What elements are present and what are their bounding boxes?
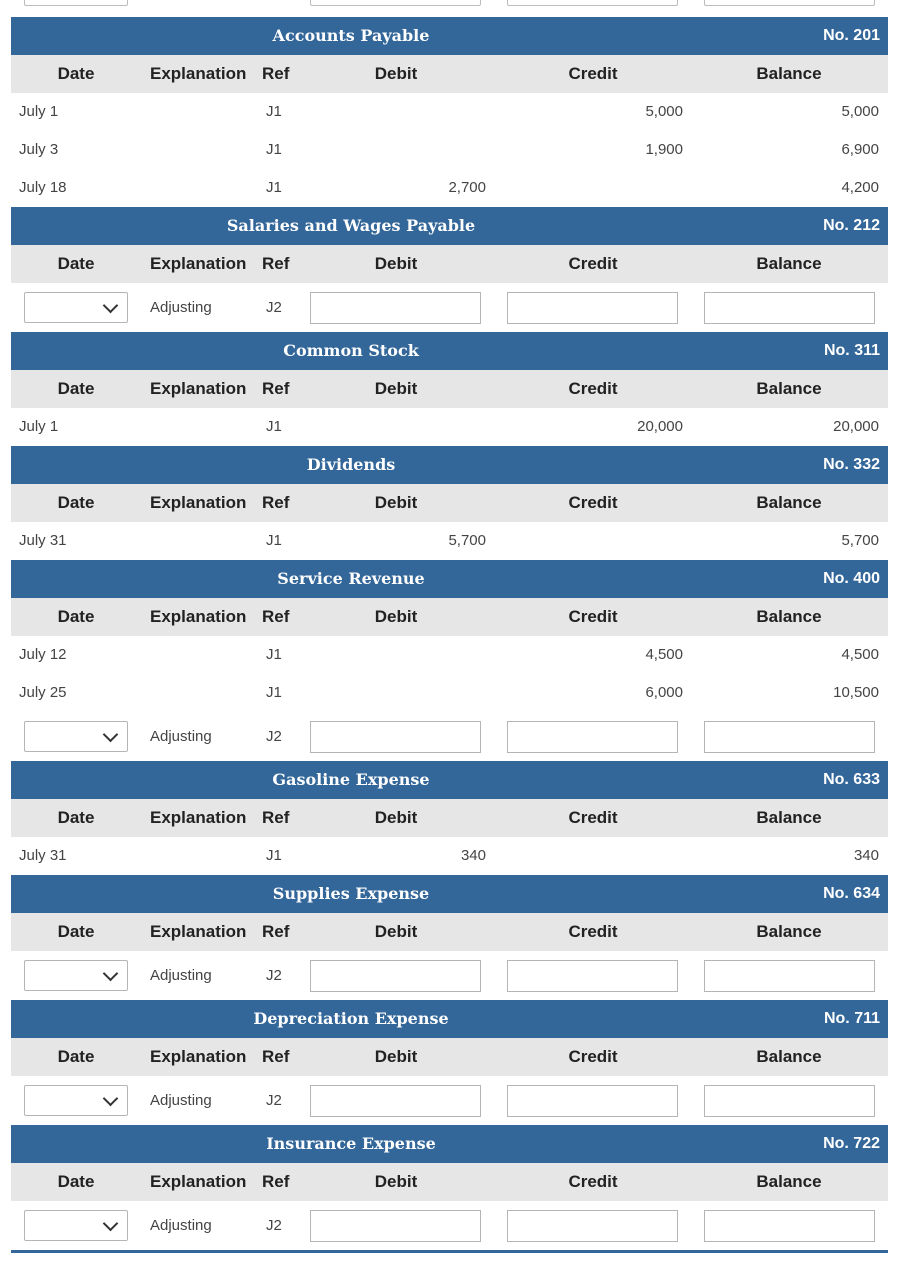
- column-header-credit: Credit: [568, 493, 618, 512]
- credit-input[interactable]: [507, 1085, 678, 1117]
- account-number: No. 400: [823, 570, 880, 587]
- ledger-account-accounts-payable: [11, 17, 888, 207]
- column-header-row: [11, 598, 888, 636]
- row-credit: 5,000: [645, 103, 683, 120]
- ledger-account-salaries-and-wages-payable: [11, 207, 888, 332]
- column-header-balance: Balance: [756, 607, 822, 626]
- row-balance: 20,000: [833, 418, 879, 435]
- row-balance: 6,900: [841, 141, 879, 158]
- row-ref: J1: [266, 103, 282, 120]
- account-number: No. 212: [823, 217, 880, 234]
- column-header-ref: Ref: [262, 808, 290, 827]
- row-date: July 1: [19, 103, 59, 120]
- account-title: Gasoline Expense: [272, 770, 430, 789]
- row-debit: 2,700: [448, 179, 486, 196]
- balance-input[interactable]: [704, 1085, 875, 1117]
- row-credit: 1,900: [645, 141, 683, 158]
- account-title: Common Stock: [283, 341, 419, 360]
- account-number: No. 722: [823, 1135, 880, 1152]
- row-ref: J1: [266, 179, 282, 196]
- credit-input[interactable]: [507, 1210, 678, 1242]
- column-header-ref: Ref: [262, 493, 290, 512]
- row-ref: J1: [266, 532, 282, 549]
- date-select[interactable]: [24, 292, 128, 323]
- account-number: No. 634: [823, 885, 880, 902]
- column-header-explanation: Explanation: [150, 254, 247, 273]
- account-header: [11, 560, 888, 598]
- column-header-debit: Debit: [374, 808, 418, 827]
- column-header-ref: Ref: [262, 922, 290, 941]
- row-date: July 25: [19, 684, 67, 701]
- column-header-balance: Balance: [756, 808, 822, 827]
- date-select[interactable]: [24, 1085, 128, 1116]
- column-header-row: [11, 370, 888, 408]
- column-header-date: Date: [57, 493, 95, 512]
- column-header-credit: Credit: [568, 379, 618, 398]
- row-balance: 4,500: [841, 646, 879, 663]
- general-ledger: [11, 17, 888, 1253]
- chevron-down-icon: [103, 1216, 119, 1232]
- column-header-credit: Credit: [568, 607, 618, 626]
- column-header-date: Date: [57, 254, 95, 273]
- account-title: Depreciation Expense: [253, 1009, 449, 1028]
- account-number: No. 201: [823, 27, 880, 44]
- column-header-debit: Debit: [374, 607, 418, 626]
- column-header-explanation: Explanation: [150, 1047, 247, 1066]
- column-header-explanation: Explanation: [150, 64, 247, 83]
- column-header-debit: Debit: [374, 379, 418, 398]
- column-header-credit: Credit: [568, 1172, 618, 1191]
- column-header-credit: Credit: [568, 64, 618, 83]
- column-header-date: Date: [57, 922, 95, 941]
- debit-input-stub[interactable]: [310, 0, 481, 6]
- column-header-debit: Debit: [374, 254, 418, 273]
- column-header-debit: Debit: [374, 1172, 418, 1191]
- date-select-stub[interactable]: [24, 0, 128, 6]
- column-header-row: [11, 1163, 888, 1201]
- account-title: Supplies Expense: [272, 884, 430, 903]
- row-ref: J2: [266, 967, 282, 984]
- account-header: [11, 761, 888, 799]
- account-title: Dividends: [306, 455, 396, 474]
- account-header: [11, 332, 888, 370]
- ledger-account-service-revenue: [11, 560, 888, 761]
- row-credit: 20,000: [637, 418, 683, 435]
- chevron-down-icon: [103, 298, 119, 314]
- balance-input[interactable]: [704, 721, 875, 753]
- row-ref: J1: [266, 646, 282, 663]
- column-header-date: Date: [57, 1172, 95, 1191]
- debit-input[interactable]: [310, 960, 481, 992]
- column-header-date: Date: [57, 379, 95, 398]
- column-header-balance: Balance: [756, 64, 822, 83]
- row-credit: 4,500: [645, 646, 683, 663]
- row-balance: 340: [853, 847, 879, 864]
- column-header-explanation: Explanation: [150, 493, 247, 512]
- row-date: July 12: [19, 646, 67, 663]
- row-date: July 1: [19, 418, 59, 435]
- ledger-account-supplies-expense: [11, 875, 888, 1000]
- row-debit: 340: [460, 847, 486, 864]
- account-title: Salaries and Wages Payable: [226, 216, 476, 235]
- credit-input[interactable]: [507, 721, 678, 753]
- column-header-ref: Ref: [262, 1047, 290, 1066]
- row-date: July 3: [19, 141, 59, 158]
- row-ref: J1: [266, 418, 282, 435]
- adjusting-entry-row: [11, 712, 888, 761]
- row-ref: J2: [266, 1217, 282, 1234]
- ledger-row: [11, 169, 888, 207]
- column-header-balance: Balance: [756, 1172, 822, 1191]
- ledger-row: [11, 522, 888, 560]
- previous-account-input-row: [0, 0, 904, 17]
- ledger-row: [11, 131, 888, 169]
- date-select[interactable]: [24, 960, 128, 991]
- column-header-row: [11, 1038, 888, 1076]
- row-ref: J1: [266, 847, 282, 864]
- column-header-ref: Ref: [262, 254, 290, 273]
- column-header-balance: Balance: [756, 254, 822, 273]
- balance-input-stub[interactable]: [704, 0, 875, 6]
- row-explanation: Adjusting: [150, 728, 212, 745]
- row-credit: 6,000: [645, 684, 683, 701]
- row-ref: J2: [266, 299, 282, 316]
- account-number: No. 633: [823, 771, 880, 788]
- credit-input-stub[interactable]: [507, 0, 678, 6]
- column-header-date: Date: [57, 808, 95, 827]
- row-date: July 31: [19, 847, 67, 864]
- row-date: July 31: [19, 532, 67, 549]
- debit-input[interactable]: [310, 1210, 481, 1242]
- column-header-debit: Debit: [374, 493, 418, 512]
- balance-input[interactable]: [704, 960, 875, 992]
- ledger-row: [11, 636, 888, 674]
- row-balance: 4,200: [841, 179, 879, 196]
- column-header-balance: Balance: [756, 922, 822, 941]
- ledger-account-gasoline-expense: [11, 761, 888, 875]
- balance-input[interactable]: [704, 292, 875, 324]
- account-header: [11, 17, 888, 55]
- column-header-balance: Balance: [756, 493, 822, 512]
- account-number: No. 711: [823, 1010, 880, 1027]
- debit-input[interactable]: [310, 1085, 481, 1117]
- balance-input[interactable]: [704, 1210, 875, 1242]
- column-header-debit: Debit: [374, 64, 418, 83]
- adjusting-entry-row: [11, 1201, 888, 1250]
- column-header-ref: Ref: [262, 379, 290, 398]
- account-title: Service Revenue: [277, 569, 425, 588]
- account-title: Accounts Payable: [272, 26, 430, 45]
- column-header-explanation: Explanation: [150, 607, 247, 626]
- column-header-row: [11, 913, 888, 951]
- column-header-explanation: Explanation: [150, 922, 247, 941]
- row-explanation: Adjusting: [150, 967, 212, 984]
- column-header-credit: Credit: [568, 922, 618, 941]
- column-header-explanation: Explanation: [150, 1172, 247, 1191]
- row-explanation: Adjusting: [150, 299, 212, 316]
- column-header-balance: Balance: [756, 1047, 822, 1066]
- row-explanation: Adjusting: [150, 1217, 212, 1234]
- debit-input[interactable]: [310, 721, 481, 753]
- column-header-balance: Balance: [756, 379, 822, 398]
- column-header-row: [11, 245, 888, 283]
- ledger-row: [11, 837, 888, 875]
- credit-input[interactable]: [507, 960, 678, 992]
- ledger-account-depreciation-expense: [11, 1000, 888, 1125]
- column-header-credit: Credit: [568, 254, 618, 273]
- column-header-credit: Credit: [568, 1047, 618, 1066]
- row-balance: 10,500: [833, 684, 879, 701]
- row-ref: J1: [266, 141, 282, 158]
- account-header: [11, 1000, 888, 1038]
- ledger-row: [11, 93, 888, 131]
- row-balance: 5,000: [841, 103, 879, 120]
- date-select[interactable]: [24, 1210, 128, 1241]
- ledger-account-common-stock: [11, 332, 888, 446]
- ledger-bottom-rule: [11, 1250, 888, 1253]
- column-header-debit: Debit: [374, 922, 418, 941]
- account-header: [11, 446, 888, 484]
- chevron-down-icon: [103, 727, 119, 743]
- adjusting-entry-row: [11, 283, 888, 332]
- row-date: July 18: [19, 179, 67, 196]
- ledger-row: [11, 674, 888, 712]
- column-header-date: Date: [57, 1047, 95, 1066]
- adjusting-entry-row: [11, 951, 888, 1000]
- account-header: [11, 1125, 888, 1163]
- column-header-explanation: Explanation: [150, 808, 247, 827]
- debit-input[interactable]: [310, 292, 481, 324]
- chevron-down-icon: [103, 966, 119, 982]
- account-number: No. 311: [823, 342, 880, 359]
- row-balance: 5,700: [841, 532, 879, 549]
- column-header-ref: Ref: [262, 1172, 290, 1191]
- chevron-down-icon: [103, 1091, 119, 1107]
- row-debit: 5,700: [448, 532, 486, 549]
- account-number: No. 332: [823, 456, 880, 473]
- row-ref: J2: [266, 728, 282, 745]
- column-header-date: Date: [57, 607, 95, 626]
- row-ref: J1: [266, 684, 282, 701]
- column-header-debit: Debit: [374, 1047, 418, 1066]
- credit-input[interactable]: [507, 292, 678, 324]
- account-header: [11, 207, 888, 245]
- row-explanation: Adjusting: [150, 1092, 212, 1109]
- adjusting-entry-row: [11, 1076, 888, 1125]
- column-header-row: [11, 799, 888, 837]
- column-header-ref: Ref: [262, 607, 290, 626]
- ledger-row: [11, 408, 888, 446]
- ledger-account-insurance-expense: [11, 1125, 888, 1250]
- column-header-row: [11, 55, 888, 93]
- account-header: [11, 875, 888, 913]
- ledger-account-dividends: [11, 446, 888, 560]
- date-select[interactable]: [24, 721, 128, 752]
- column-header-ref: Ref: [262, 64, 290, 83]
- column-header-explanation: Explanation: [150, 379, 247, 398]
- column-header-row: [11, 484, 888, 522]
- column-header-credit: Credit: [568, 808, 618, 827]
- row-ref: J2: [266, 1092, 282, 1109]
- column-header-date: Date: [57, 64, 95, 83]
- account-title: Insurance Expense: [266, 1134, 436, 1153]
